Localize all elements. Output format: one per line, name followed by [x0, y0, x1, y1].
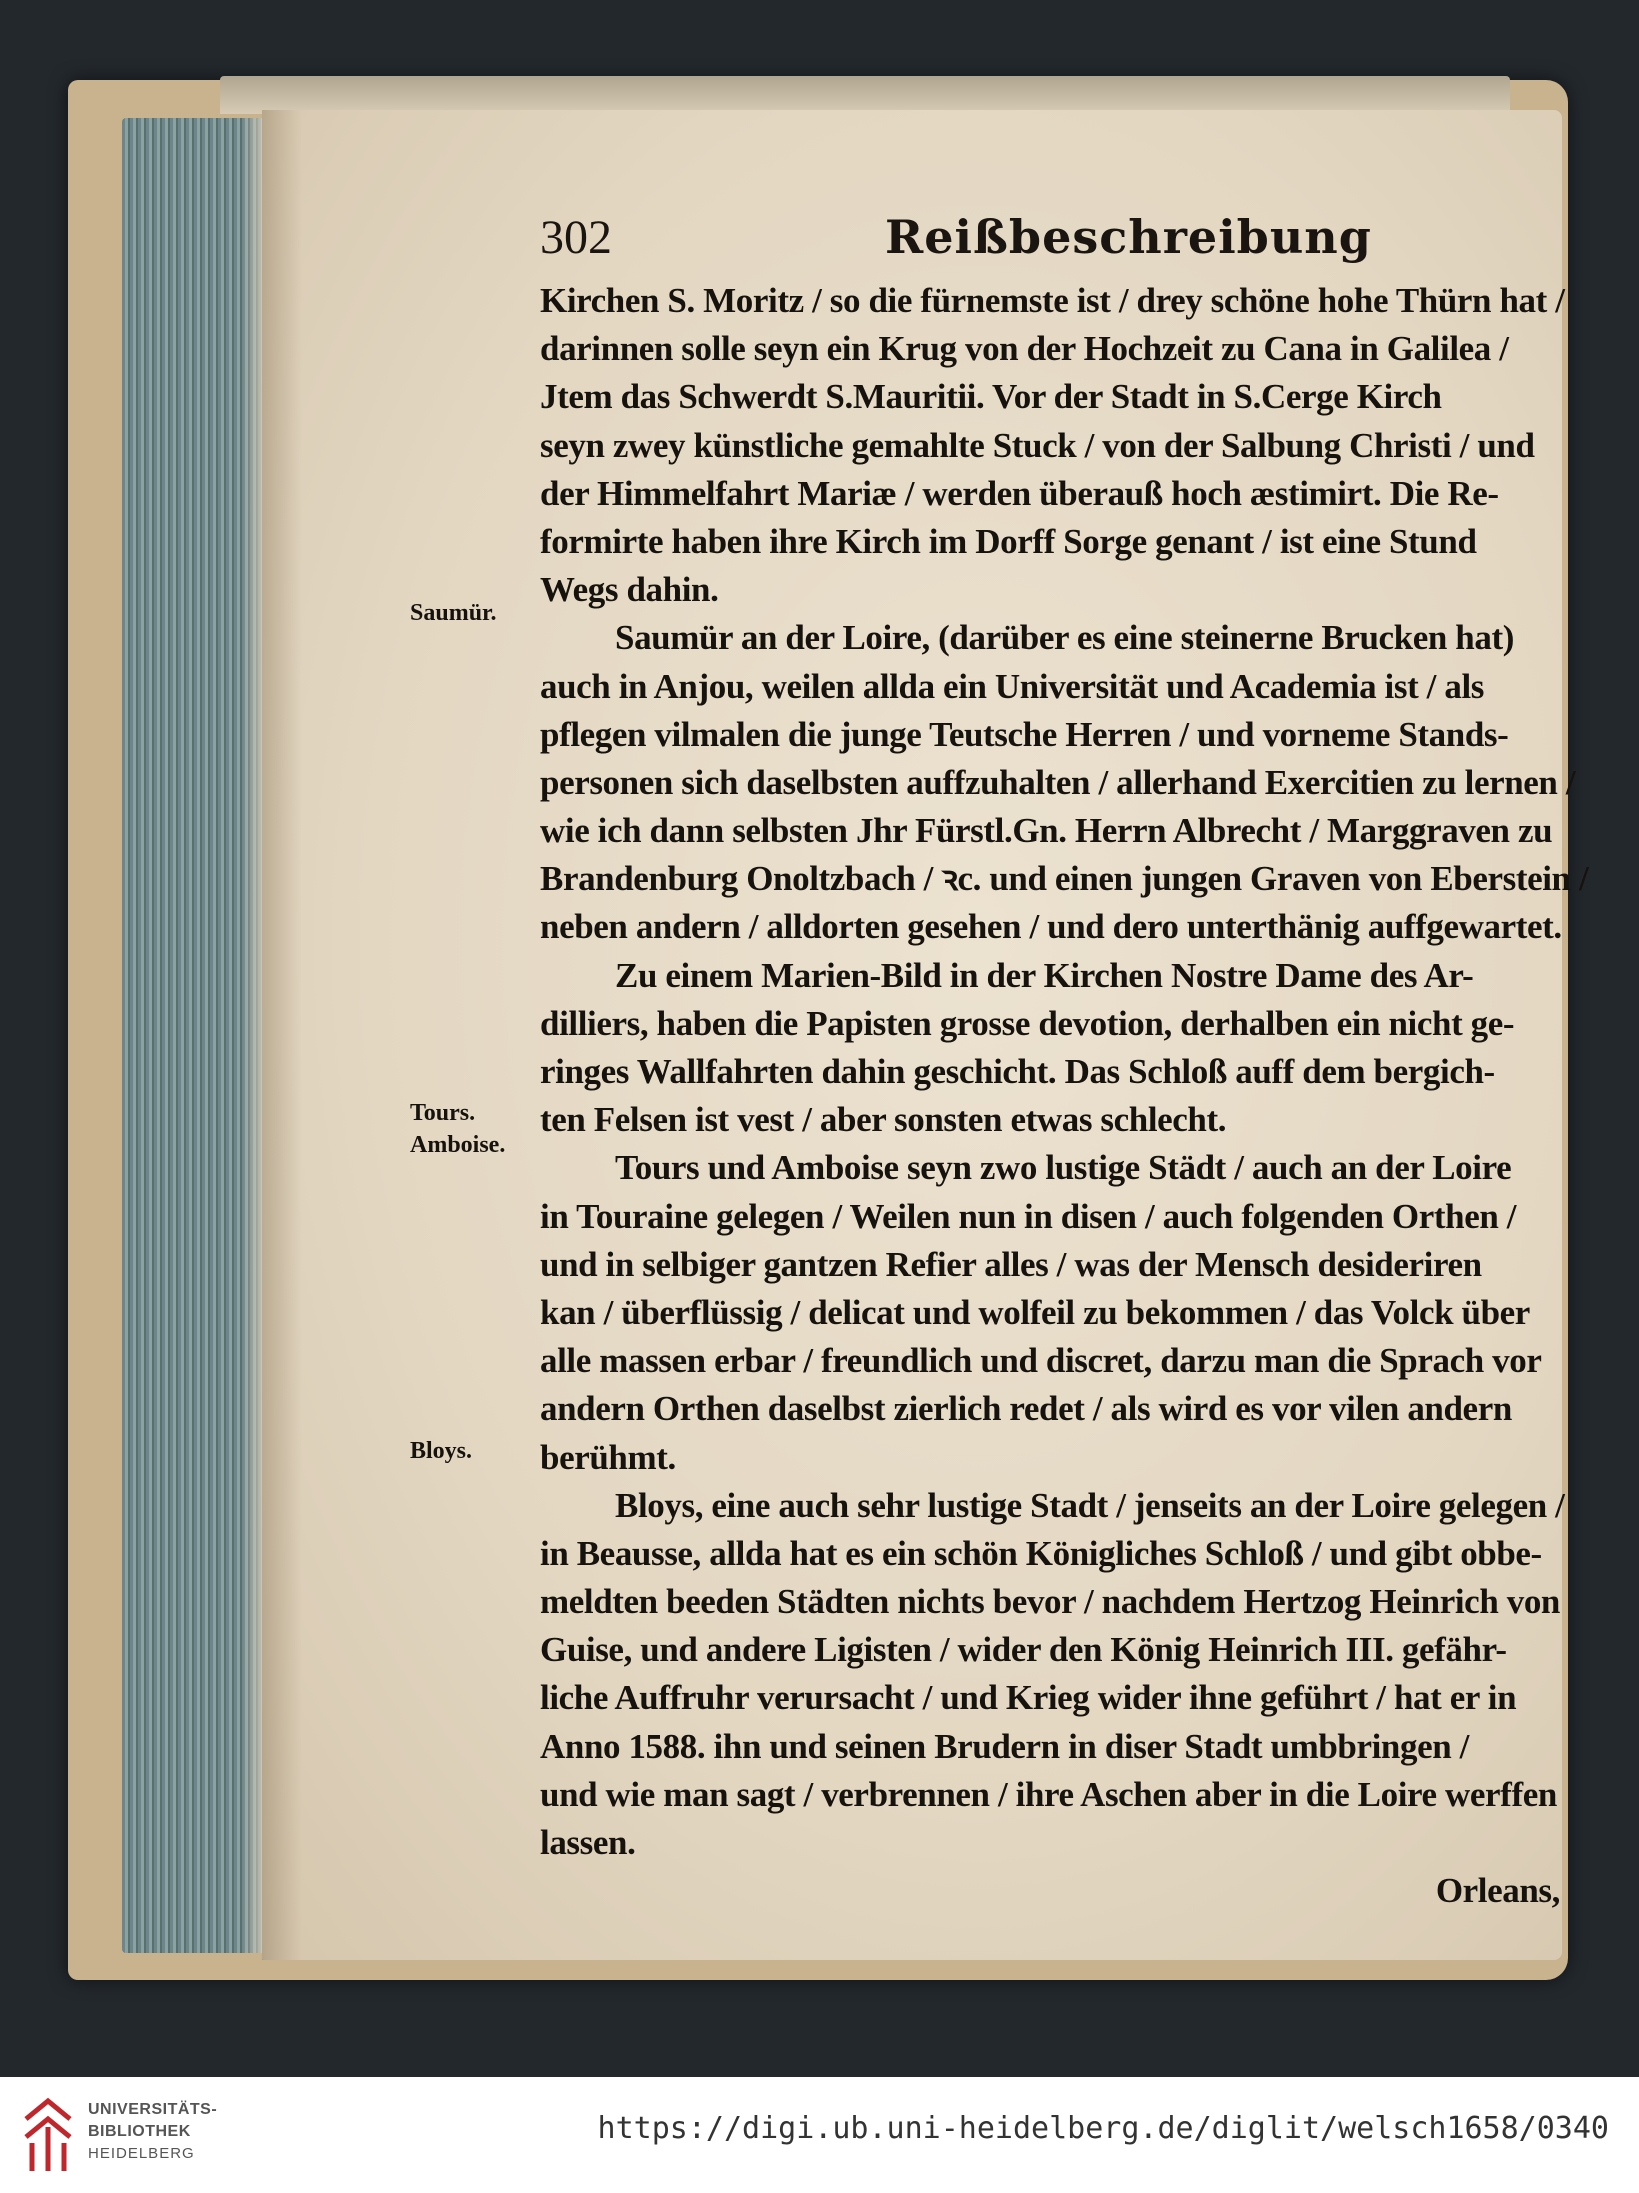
text-line: lassen. [540, 1823, 636, 1862]
text-line: personen sich daselbsten auffzuhalten / allerhand Exercitien zu lernen / [540, 762, 1576, 802]
footer-bar [0, 2077, 1639, 2193]
page-number: 302 [540, 211, 612, 264]
text-line: in Touraine gelegen / Weilen nun in disen / auch folgenden Orthen / [540, 1196, 1517, 1236]
logo-line-2: BIBLIOTHEK [88, 2123, 191, 2140]
text-line: Anno 1588. ihn und seinen Brudern in diser Stadt umbbringen / [540, 1726, 1469, 1766]
text-line: neben andern / alldorten gesehen / und dero unterthänig auffgewartet. [540, 907, 1562, 947]
text-line: der Himmelfahrt Mariæ / werden überauß hoch æstimirt. Die Re- [540, 473, 1499, 513]
margin-note-saumur: Saumür. [410, 600, 497, 626]
text-line: Wegs dahin. [540, 570, 719, 610]
margin-note-bloys: Bloys. [410, 1438, 473, 1464]
text-line: und in selbiger gantzen Refier alles / was der Mensch desideriren [540, 1244, 1482, 1284]
page-body-text [540, 277, 1589, 1915]
text-line: andern Orthen daselbst zierlich redet / als wird es vor vilen andern [540, 1389, 1512, 1429]
text-line: Tours und Amboise seyn zwo lustige Städt / auch an der Loire [615, 1148, 1512, 1188]
catchword: Orleans, [1435, 1871, 1560, 1911]
text-line: Zu einem Marien-Bild in der Kirchen Nostre Dame des Ar- [615, 955, 1474, 995]
text-line: liche Auffruhr verursacht / und Krieg wider ihne geführt / hat er in [540, 1678, 1517, 1718]
book-top-edge [220, 76, 1510, 114]
text-line: in Beausse, allda hat es ein schön Königliches Schloß / und gibt obbe- [540, 1533, 1542, 1573]
text-line: pflegen vilmalen die junge Teutsche Herren / und vorneme Stands- [540, 714, 1509, 754]
text-line: Saumür an der Loire, (darüber es eine steinerne Brucken hat) [615, 618, 1514, 658]
text-line: Bloys, eine auch sehr lustige Stadt / jenseits an der Loire gelegen / [615, 1485, 1565, 1525]
logo-line-1: UNIVERSITÄTS- [88, 2101, 218, 2118]
text-line: meldten beeden Städten nichts bevor / nachdem Hertzog Heinrich von [540, 1582, 1560, 1622]
text-line: alle massen erbar / freundlich und discret, darzu man die Sprach vor [540, 1341, 1542, 1381]
text-line: dilliers, haben die Papisten grosse devotion, derhalben ein nicht ge- [540, 1003, 1515, 1043]
text-line: wie ich dann selbsten Jhr Fürstl.Gn. Herrn Albrecht / Marggraven zu [540, 811, 1553, 851]
text-line: ringes Wallfahrten dahin geschicht. Das Schloß auff dem bergich- [540, 1052, 1495, 1091]
text-line: seyn zwey künstliche gemahlte Stuck / von der Salbung Christi / und [540, 425, 1535, 465]
text-line: Kirchen S. Moritz / so die fürnemste ist / drey schöne hohe Thürn hat / [540, 281, 1565, 320]
text-line: berühmt. [540, 1437, 676, 1477]
page-header [540, 210, 1570, 270]
margin-note-tours: Tours. [410, 1100, 476, 1126]
text-line: formirte haben ihre Kirch im Dorff Sorge genant / ist eine Stund [540, 521, 1477, 561]
library-logo-icon[interactable] [18, 2091, 78, 2179]
permalink-url[interactable]: https://digi.ub.uni-heidelberg.de/diglit/welsch1658/0340 [597, 2111, 1609, 2146]
text-line: Jtem das Schwerdt S.Mauritii. Vor der Stadt in S.Cerge Kirch [540, 377, 1442, 417]
logo-line-3: HEIDELBERG [88, 2145, 195, 2162]
library-logo-text[interactable] [88, 2099, 217, 2165]
running-title: Reißbeschreibung [885, 210, 1372, 264]
text-line: darinnen solle seyn ein Krug von der Hochzeit zu Cana in Galilea / [540, 329, 1509, 369]
text-line: kan / überflüssig / delicat und wolfeil zu bekommen / das Volck über [540, 1292, 1530, 1332]
text-line: ten Felsen ist vest / aber sonsten etwas schlecht. [540, 1100, 1227, 1140]
text-line: und wie man sagt / verbrennen / ihre Aschen aber in die Loire werffen [540, 1774, 1557, 1814]
text-line: auch in Anjou, weilen allda ein Universität und Academia ist / als [540, 666, 1484, 706]
text-line: Brandenburg Onoltzbach / ꝛc. und einen jungen Graven von Eberstein / [540, 859, 1589, 899]
text-line: Guise, und andere Ligisten / wider den König Heinrich III. gefähr- [540, 1630, 1507, 1670]
page-stack-edge [122, 118, 270, 1953]
margin-note-amboise: Amboise. [410, 1132, 506, 1158]
